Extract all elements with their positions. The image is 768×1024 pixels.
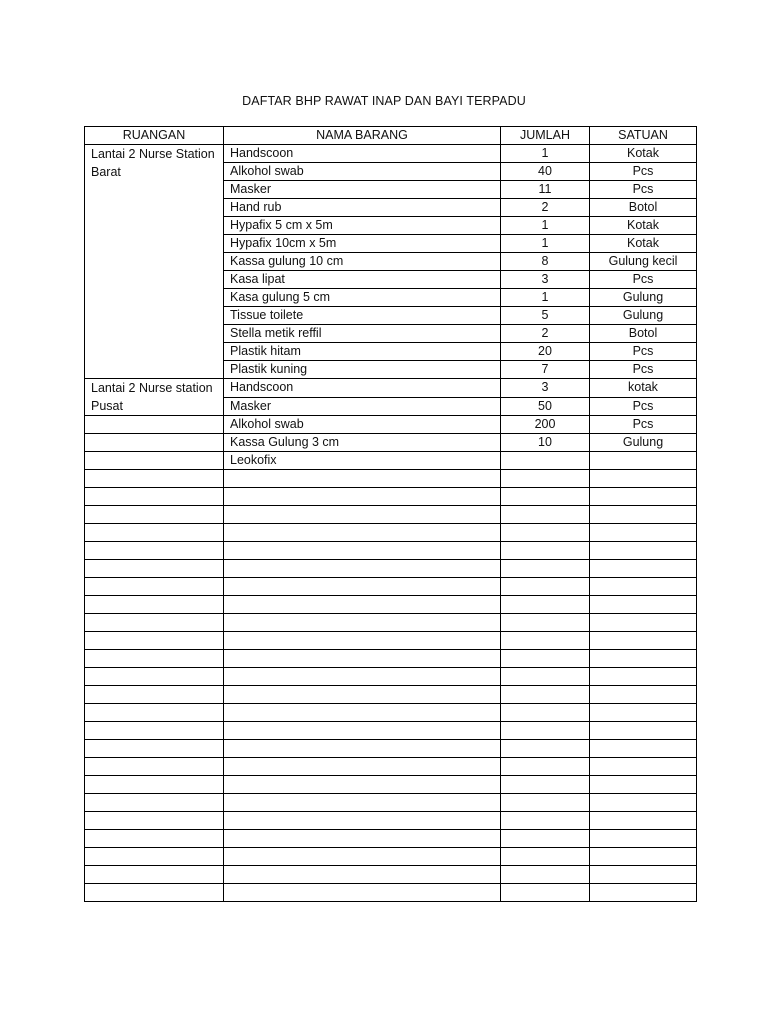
room-cell	[85, 848, 224, 866]
room-cell	[85, 722, 224, 740]
unit-cell	[590, 614, 697, 632]
room-cell	[85, 668, 224, 686]
unit-cell: Pcs	[590, 397, 697, 416]
unit-cell	[590, 866, 697, 884]
qty-cell: 3	[501, 271, 590, 289]
room-cell	[85, 470, 224, 488]
item-name-cell	[224, 776, 501, 794]
room-cell	[85, 830, 224, 848]
qty-cell: 20	[501, 343, 590, 361]
item-name-cell: Kasa lipat	[224, 271, 501, 289]
qty-cell	[501, 776, 590, 794]
qty-cell: 1	[501, 289, 590, 307]
room-cell	[85, 416, 224, 434]
empty-table-row	[85, 866, 697, 884]
unit-cell	[590, 776, 697, 794]
item-name-cell	[224, 560, 501, 578]
unit-cell	[590, 596, 697, 614]
item-name-cell: Leokofix	[224, 452, 501, 470]
room-cell: Lantai 2 Nurse station Pusat	[85, 379, 224, 416]
item-name-cell	[224, 758, 501, 776]
qty-cell: 2	[501, 199, 590, 217]
empty-table-row	[85, 884, 697, 902]
table-header-row	[85, 127, 697, 145]
qty-cell	[501, 614, 590, 632]
table-row	[85, 379, 697, 398]
empty-table-row	[85, 794, 697, 812]
unit-cell	[590, 506, 697, 524]
qty-cell: 11	[501, 181, 590, 199]
page-title: DAFTAR BHP RAWAT INAP DAN BAYI TERPADU	[242, 94, 526, 108]
unit-cell: Gulung	[590, 307, 697, 325]
qty-cell	[501, 686, 590, 704]
item-name-cell: Handscoon	[224, 379, 501, 398]
qty-cell	[501, 506, 590, 524]
unit-cell	[590, 470, 697, 488]
room-cell	[85, 560, 224, 578]
qty-cell: 1	[501, 217, 590, 235]
unit-cell: Kotak	[590, 217, 697, 235]
item-name-cell	[224, 470, 501, 488]
empty-table-row	[85, 848, 697, 866]
qty-cell	[501, 524, 590, 542]
room-cell	[85, 596, 224, 614]
unit-cell	[590, 758, 697, 776]
unit-cell	[590, 830, 697, 848]
unit-cell: Pcs	[590, 361, 697, 379]
item-name-cell	[224, 848, 501, 866]
item-name-cell: Kassa gulung 10 cm	[224, 253, 501, 271]
empty-table-row	[85, 542, 697, 560]
unit-cell	[590, 488, 697, 506]
unit-cell	[590, 740, 697, 758]
item-name-cell	[224, 650, 501, 668]
item-name-cell	[224, 794, 501, 812]
unit-cell	[590, 632, 697, 650]
empty-table-row	[85, 632, 697, 650]
room-cell	[85, 524, 224, 542]
qty-cell	[501, 812, 590, 830]
empty-table-row	[85, 740, 697, 758]
empty-table-row	[85, 488, 697, 506]
item-name-cell: Hand rub	[224, 199, 501, 217]
qty-cell: 200	[501, 416, 590, 434]
qty-cell	[501, 542, 590, 560]
header-satuan: SATUAN	[590, 127, 697, 145]
item-name-cell	[224, 668, 501, 686]
qty-cell: 40	[501, 163, 590, 181]
unit-cell: Pcs	[590, 163, 697, 181]
qty-cell	[501, 650, 590, 668]
unit-cell	[590, 884, 697, 902]
room-cell	[85, 740, 224, 758]
qty-cell: 8	[501, 253, 590, 271]
qty-cell	[501, 452, 590, 470]
table-row	[85, 434, 697, 452]
item-name-cell	[224, 704, 501, 722]
room-cell	[85, 650, 224, 668]
unit-cell: Botol	[590, 199, 697, 217]
room-cell	[85, 794, 224, 812]
room-cell	[85, 758, 224, 776]
room-cell	[85, 866, 224, 884]
qty-cell	[501, 848, 590, 866]
empty-table-row	[85, 578, 697, 596]
empty-table-row	[85, 596, 697, 614]
empty-table-row	[85, 470, 697, 488]
unit-cell	[590, 452, 697, 470]
unit-cell	[590, 578, 697, 596]
item-name-cell	[224, 488, 501, 506]
unit-cell	[590, 560, 697, 578]
room-cell	[85, 884, 224, 902]
unit-cell: Kotak	[590, 235, 697, 253]
unit-cell	[590, 794, 697, 812]
empty-table-row	[85, 614, 697, 632]
qty-cell	[501, 794, 590, 812]
qty-cell	[501, 884, 590, 902]
qty-cell: 50	[501, 397, 590, 416]
room-cell	[85, 776, 224, 794]
unit-cell	[590, 704, 697, 722]
unit-cell	[590, 524, 697, 542]
item-name-cell: Hypafix 10cm x 5m	[224, 235, 501, 253]
table-row	[85, 145, 697, 163]
item-name-cell	[224, 722, 501, 740]
qty-cell	[501, 470, 590, 488]
item-name-cell	[224, 596, 501, 614]
room-cell	[85, 812, 224, 830]
table-row	[85, 416, 697, 434]
item-name-cell	[224, 632, 501, 650]
qty-cell	[501, 722, 590, 740]
room-cell	[85, 452, 224, 470]
empty-table-row	[85, 758, 697, 776]
empty-table-row	[85, 812, 697, 830]
unit-cell: Gulung kecil	[590, 253, 697, 271]
qty-cell	[501, 830, 590, 848]
room-cell	[85, 632, 224, 650]
unit-cell	[590, 686, 697, 704]
room-cell	[85, 542, 224, 560]
unit-cell: kotak	[590, 379, 697, 398]
room-cell	[85, 614, 224, 632]
qty-cell: 3	[501, 379, 590, 398]
qty-cell	[501, 668, 590, 686]
unit-cell: Pcs	[590, 181, 697, 199]
inventory-table	[84, 126, 697, 902]
unit-cell: Pcs	[590, 271, 697, 289]
empty-table-row	[85, 650, 697, 668]
table-row	[85, 452, 697, 470]
empty-table-row	[85, 830, 697, 848]
empty-table-row	[85, 524, 697, 542]
header-jumlah: JUMLAH	[501, 127, 590, 145]
qty-cell	[501, 632, 590, 650]
item-name-cell: Alkohol swab	[224, 163, 501, 181]
item-name-cell	[224, 866, 501, 884]
item-name-cell: Kassa Gulung 3 cm	[224, 434, 501, 452]
room-cell	[85, 686, 224, 704]
unit-cell	[590, 542, 697, 560]
room-cell	[85, 488, 224, 506]
empty-table-row	[85, 668, 697, 686]
item-name-cell	[224, 524, 501, 542]
unit-cell: Gulung	[590, 289, 697, 307]
unit-cell: Pcs	[590, 343, 697, 361]
item-name-cell: Masker	[224, 397, 501, 416]
item-name-cell: Hypafix 5 cm x 5m	[224, 217, 501, 235]
item-name-cell	[224, 542, 501, 560]
room-cell	[85, 578, 224, 596]
unit-cell: Pcs	[590, 416, 697, 434]
item-name-cell	[224, 740, 501, 758]
header-ruangan: RUANGAN	[85, 127, 224, 145]
item-name-cell: Masker	[224, 181, 501, 199]
qty-cell	[501, 704, 590, 722]
item-name-cell	[224, 812, 501, 830]
item-name-cell: Tissue toilete	[224, 307, 501, 325]
qty-cell	[501, 866, 590, 884]
unit-cell	[590, 848, 697, 866]
item-name-cell	[224, 578, 501, 596]
qty-cell: 1	[501, 235, 590, 253]
qty-cell	[501, 740, 590, 758]
qty-cell	[501, 488, 590, 506]
qty-cell	[501, 578, 590, 596]
room-cell: Lantai 2 Nurse Station Barat	[85, 145, 224, 379]
item-name-cell: Alkohol swab	[224, 416, 501, 434]
unit-cell	[590, 812, 697, 830]
header-nama-barang: NAMA BARANG	[224, 127, 501, 145]
item-name-cell: Plastik hitam	[224, 343, 501, 361]
qty-cell: 5	[501, 307, 590, 325]
empty-table-row	[85, 776, 697, 794]
unit-cell	[590, 650, 697, 668]
qty-cell: 1	[501, 145, 590, 163]
empty-table-row	[85, 506, 697, 524]
item-name-cell	[224, 884, 501, 902]
qty-cell: 10	[501, 434, 590, 452]
item-name-cell	[224, 614, 501, 632]
unit-cell	[590, 668, 697, 686]
item-name-cell: Stella metik reffil	[224, 325, 501, 343]
qty-cell: 7	[501, 361, 590, 379]
item-name-cell: Plastik kuning	[224, 361, 501, 379]
room-cell	[85, 704, 224, 722]
empty-table-row	[85, 722, 697, 740]
empty-table-row	[85, 560, 697, 578]
unit-cell: Gulung	[590, 434, 697, 452]
qty-cell	[501, 560, 590, 578]
empty-table-row	[85, 686, 697, 704]
room-cell	[85, 434, 224, 452]
qty-cell	[501, 596, 590, 614]
qty-cell: 2	[501, 325, 590, 343]
qty-cell	[501, 758, 590, 776]
unit-cell	[590, 722, 697, 740]
item-name-cell	[224, 830, 501, 848]
item-name-cell: Handscoon	[224, 145, 501, 163]
item-name-cell	[224, 506, 501, 524]
item-name-cell	[224, 686, 501, 704]
unit-cell: Botol	[590, 325, 697, 343]
room-cell	[85, 506, 224, 524]
item-name-cell: Kasa gulung 5 cm	[224, 289, 501, 307]
unit-cell: Kotak	[590, 145, 697, 163]
empty-table-row	[85, 704, 697, 722]
